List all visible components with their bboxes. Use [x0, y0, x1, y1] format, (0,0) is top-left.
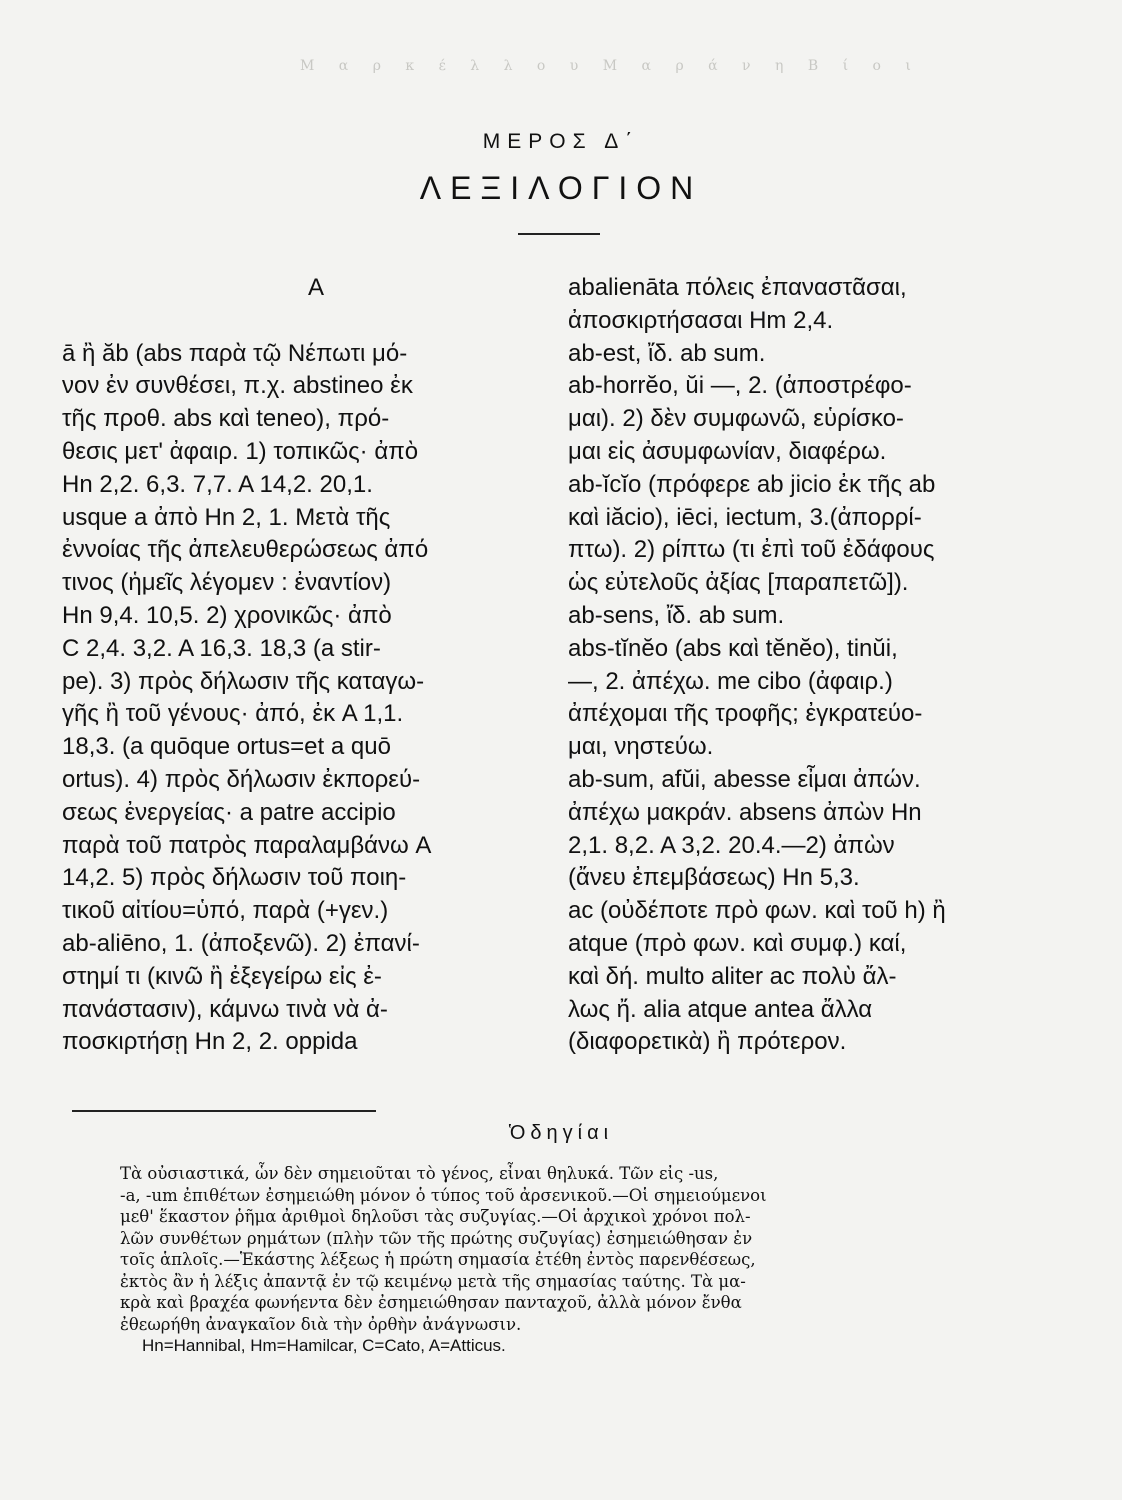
entry-line: πτω). 2) ρίπτω (τι ἐπὶ τοῦ ἐδάφους	[568, 536, 935, 564]
entry-line: μαι). 2) δὲν συμφωνῶ, εὑρίσκο-	[568, 405, 904, 433]
entry-line: —, 2. ἀπέχω. me cibo (ἀφαιρ.)	[568, 667, 893, 695]
entry-line: ortus). 4) πρὸς δήλωσιν ἐκπορεύ-	[62, 765, 421, 793]
entry-line: τικοῦ αἰτίου=ὑπό, παρὰ (+γεν.)	[62, 897, 389, 925]
left-entries	[62, 338, 540, 1060]
entry-line: θεσις μετ' ἀφαιρ. 1) τοπικῶς· ἀπὸ	[62, 437, 419, 465]
entry-line: ā ἢ ăb (abs παρὰ τῷ Νέπωτι μό-	[62, 339, 408, 367]
part-label: ΜΕΡΟΣ Δ΄	[482, 130, 640, 153]
entry-line: ὡς εὐτελοῦς ἀξίας [παραπετῶ]).	[568, 569, 909, 597]
entry-line: ab-ĭcĭo (πρόφερε ab jicio ἐκ τῆς ab	[568, 470, 936, 498]
note-line: λῶν συνθέτων ρημάτων (πλὴν τῶν τῆς πρώτης συζυγίας) ἐσημειώθησαν ἐν	[120, 1228, 753, 1248]
entry-line: ἐννοίας τῆς ἀπελευθερώσεως ἀπό	[62, 536, 429, 564]
entry-line: ἀποσκιρτήσασαι Hm 2,4.	[568, 306, 834, 334]
entry-line: C 2,4. 3,2. A 16,3. 18,3 (a stir-	[62, 634, 381, 662]
notes-lines	[120, 1163, 1000, 1335]
entry-line: τῆς προθ. abs καὶ teneo), πρό-	[62, 405, 390, 433]
abbreviations-line: Hn=Hannibal, Hm=Hamilcar, C=Cato, A=Atticus.	[142, 1336, 506, 1355]
entry-line: (διαφορετικὰ) ἢ πρότερον.	[568, 1028, 847, 1056]
title-divider	[518, 233, 600, 235]
entry-line: σεως ἐνεργείας· a patre accipio	[62, 798, 396, 826]
entry-line: usque a ἀπὸ Hn 2, 1. Μετὰ τῆς	[62, 503, 391, 531]
entry-line: abs-tĭnĕo (abs καὶ tĕnĕo), tinŭi,	[568, 634, 898, 662]
entry-line: 2,1. 8,2. A 3,2. 20.4.—2) ἀπὼν	[568, 831, 895, 859]
entry-line: ab-aliēno, 1. (ἀποξενῶ). 2) ἐπανί-	[62, 929, 420, 957]
entry-line: τινος (ἡμεῖς λέγομεν : ἐναντίον)	[62, 569, 392, 597]
right-column	[568, 272, 1068, 1059]
entry-line: ab-sens, ἴδ. ab sum.	[568, 601, 785, 629]
letter-heading: Α	[308, 274, 325, 301]
entry-line: νον ἐν συνθέσει, π.χ. abstineo ἐκ	[62, 372, 413, 400]
entry-line: ἀπέχω μακράν. absens ἀπὼν Hn	[568, 798, 922, 826]
entry-line: atque (πρὸ φων. καὶ συμφ.) καί,	[568, 929, 907, 957]
entry-line: ἀπέχομαι τῆς τροφῆς; ἐγκρατεύο-	[568, 700, 923, 728]
entry-line: παρὰ τοῦ πατρὸς παραλαμβάνω A	[62, 831, 432, 859]
entry-line: καὶ δή. multo aliter ac πολὺ ἄλ-	[568, 962, 897, 990]
entry-line: ποσκιρτήσῃ Hn 2, 2. oppida	[62, 1028, 358, 1056]
left-column	[62, 272, 540, 1059]
entry-line: 18,3. (a quōque ortus=et a quō	[62, 733, 391, 761]
entry-line: μαι, νηστεύω.	[568, 733, 714, 761]
entry-line: Hn 9,4. 10,5. 2) χρονικῶς· ἀπὸ	[62, 601, 392, 629]
note-line: μεθ' ἕκαστον ῥῆμα ἀριθμοὶ δηλοῦσι τὰς συζυγίας.—Οἱ ἀρχικοὶ χρόνοι πολ-	[120, 1207, 751, 1226]
note-line: ἐκτὸς ἂν ἡ λέξις ἀπαντᾷ ἐν τῷ κειμένῳ μετὰ τῆς σημασίας ταύτης. Τὰ μα-	[120, 1271, 746, 1291]
entry-line: pe). 3) πρὸς δήλωσιν τῆς καταγω-	[62, 667, 425, 695]
note-line: -a, -um ἐπιθέτων ἐσημειώθη μόνον ὁ τύπος τοῦ ἀρσενικοῦ.—Οἱ σημειούμενοι	[120, 1185, 767, 1205]
entry-line: 14,2. 5) πρὸς δήλωσιν τοῦ ποιη-	[62, 864, 407, 892]
footnote-divider	[72, 1110, 376, 1112]
entry-line: ab-sum, afŭi, abesse εἶμαι ἀπών.	[568, 765, 921, 793]
entry-line: καὶ iăcio), iēci, iectum, 3.(ἀπορρί-	[568, 503, 922, 531]
entry-line: λως ἤ. alia atque antea ἄλλα	[568, 995, 873, 1023]
note-line: τοῖς ἁπλοῖς.—Ἑκάστης λέξεως ἡ πρώτη σημασία ἐτέθη ἐντὸς παρενθέσεως,	[120, 1250, 756, 1269]
entry-line: ab-est, ἴδ. ab sum.	[568, 339, 766, 367]
entry-line: (ἄνευ ἐπεμβάσεως) Hn 5,3.	[568, 864, 860, 892]
entry-line: ab-horrĕo, ŭi —, 2. (ἀποστρέφο-	[568, 372, 912, 400]
entry-line: πανάστασιν), κάμνω τινὰ νὰ ἀ-	[62, 995, 388, 1023]
right-entries	[568, 272, 1068, 1059]
notes-block	[120, 1163, 1000, 1357]
note-line: κρὰ καὶ βραχέα φωνήεντα δὲν ἐσημειώθησαν πανταχοῦ, ἀλλὰ μόνον ἔνθα	[120, 1293, 742, 1312]
entry-line: Hn 2,2. 6,3. 7,7. A 14,2. 20,1.	[62, 470, 373, 498]
note-line: Τὰ οὐσιαστικά, ὧν δὲν σημειοῦται τὸ γένος, εἶναι θηλυκά. Τῶν εἰς -us,	[120, 1164, 719, 1183]
entry-line: γῆς ἢ τοῦ γένους· ἀπό, ἐκ A 1,1.	[62, 700, 404, 728]
notes-heading: Ὁδηγίαι	[508, 1122, 614, 1144]
page-title: ΛΕΞΙΛΟΓΙΟΝ	[419, 170, 703, 206]
entry-line: στημί τι (κινῶ ἢ ἐξεγείρω εἰς ἐ-	[62, 962, 382, 990]
entry-line: ac (οὐδέποτε πρὸ φων. καὶ τοῦ h) ἢ	[568, 897, 946, 925]
entry-line: abalienāta πόλεις ἐπαναστᾶσαι,	[568, 274, 907, 301]
note-line: ἐθεωρήθη ἀναγκαῖον διὰ τὴν ὀρθὴν ἀνάγνωσιν.	[120, 1314, 522, 1334]
entry-line: μαι εἰς ἀσυμφωνίαν, διαφέρω.	[568, 437, 887, 465]
running-header: Μ α ρ κ έ λ λ ο υ Μ α ρ ά ν η Β ί ο ι	[300, 58, 921, 74]
